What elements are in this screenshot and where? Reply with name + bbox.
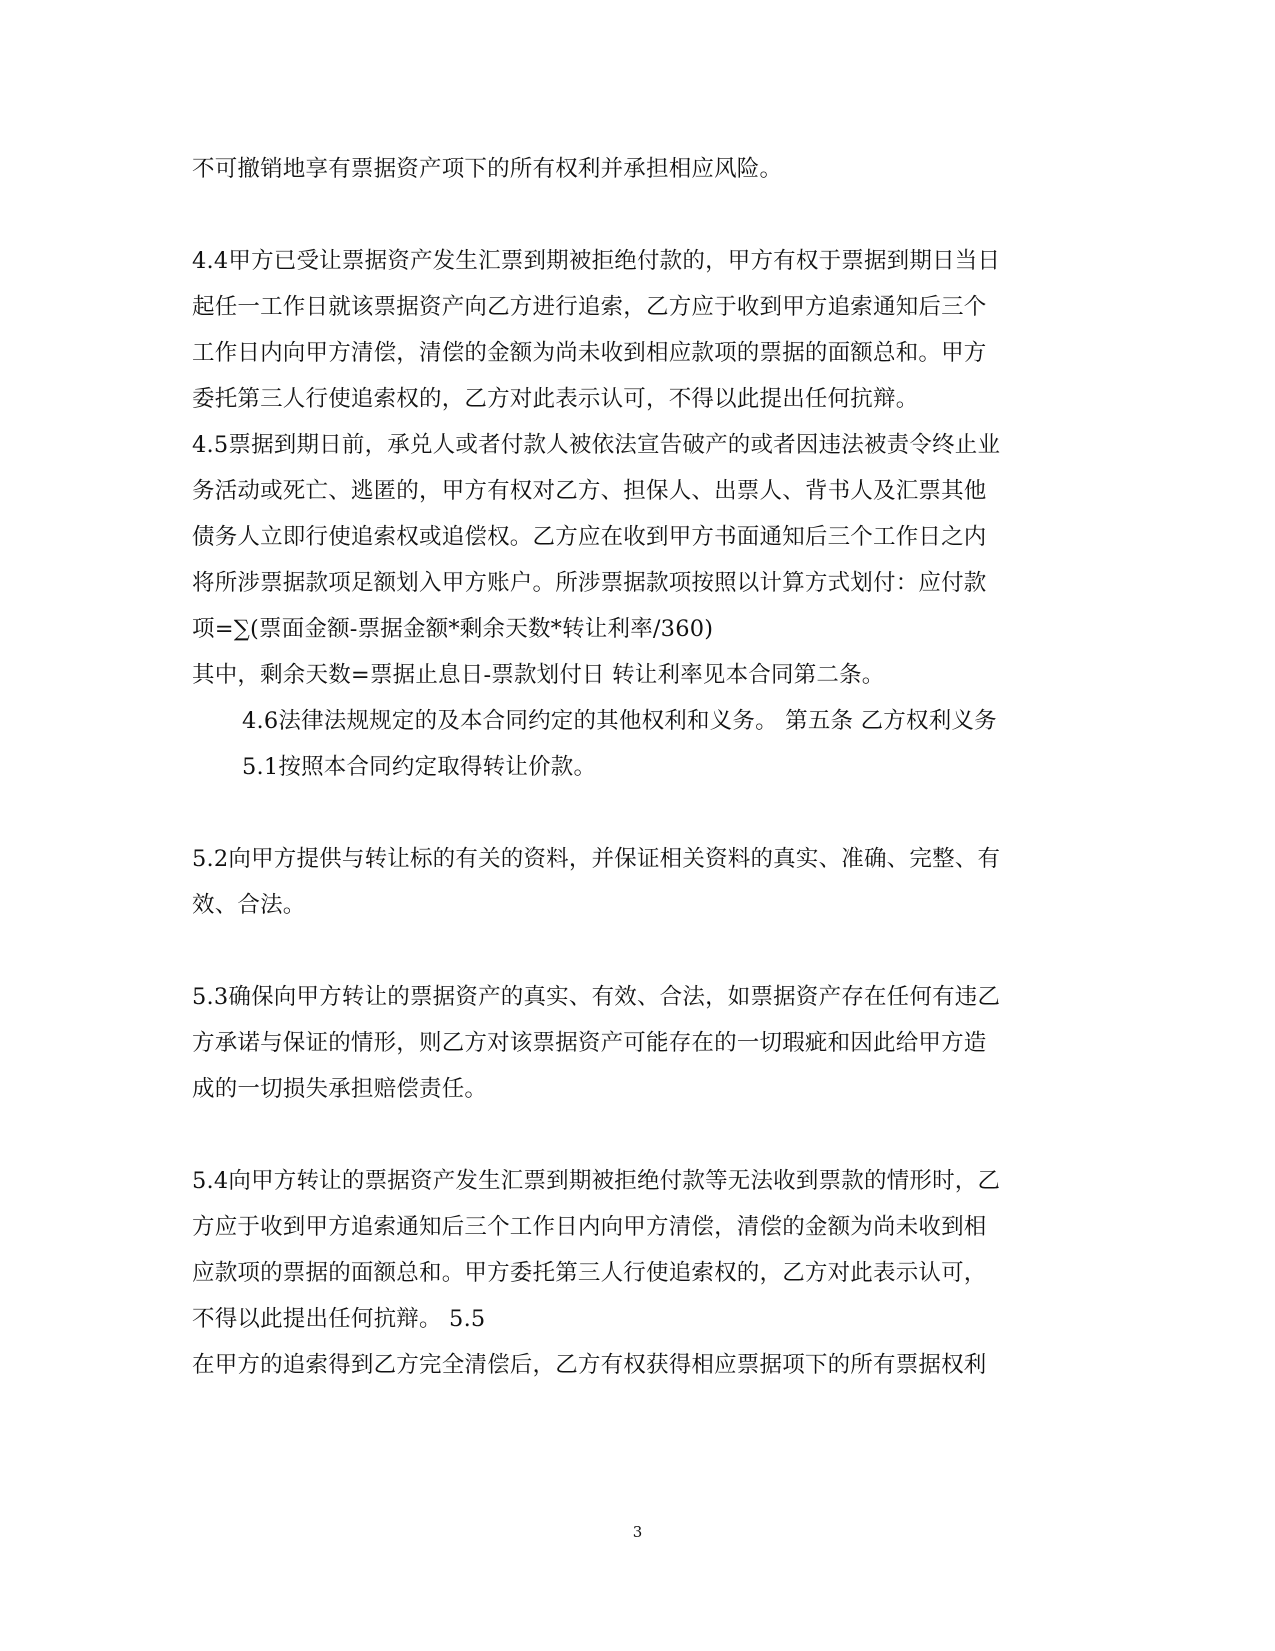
text-line: 工作日内向甲方清偿，清偿的金额为尚未收到相应款项的票据的面额总和。甲方 (192, 340, 987, 366)
text-line: 项=∑(票面金额-票据金额*剩余天数*转让利率/360) (192, 616, 714, 642)
text-line: 4.4甲方已受让票据资产发生汇票到期被拒绝付款的，甲方有权于票据到期日当日 (192, 248, 1001, 274)
text-line: 5.4向甲方转让的票据资产发生汇票到期被拒绝付款等无法收到票款的情形时，乙 (192, 1168, 1001, 1194)
text-line: 应款项的票据的面额总和。甲方委托第三人行使追索权的，乙方对此表示认可， (192, 1260, 987, 1286)
text-line: 不可撤销地享有票据资产项下的所有权利并承担相应风险。 (192, 156, 783, 182)
text-line: 其中，剩余天数=票据止息日-票款划付日 转让利率见本合同第二条。 (192, 662, 885, 688)
text-line: 务活动或死亡、逃匿的，甲方有权对乙方、担保人、出票人、背书人及汇票其他 (192, 478, 987, 504)
text-line: 方承诺与保证的情形，则乙方对该票据资产可能存在的一切瑕疵和因此给甲方造 (192, 1030, 987, 1056)
text-line: 5.3确保向甲方转让的票据资产的真实、有效、合法，如票据资产存在任何有违乙 (192, 984, 1001, 1010)
text-line: 4.5票据到期日前，承兑人或者付款人被依法宣告破产的或者因违法被责令终止业 (192, 432, 1001, 458)
text-line: 5.1按照本合同约定取得转让价款。 (242, 754, 597, 780)
text-line: 效、合法。 (192, 892, 306, 918)
text-line: 债务人立即行使追索权或追偿权。乙方应在收到甲方书面通知后三个工作日之内 (192, 524, 987, 550)
text-line: 4.6法律法规规定的及本合同约定的其他权利和义务。 第五条 乙方权利义务 (242, 708, 997, 734)
page-number: 3 (632, 1523, 643, 1541)
text-line: 在甲方的追索得到乙方完全清偿后，乙方有权获得相应票据项下的所有票据权利 (192, 1352, 987, 1378)
text-line: 方应于收到甲方追索通知后三个工作日内向甲方清偿，清偿的金额为尚未收到相 (192, 1214, 987, 1240)
text-line: 成的一切损失承担赔偿责任。 (192, 1076, 488, 1102)
text-line: 起任一工作日就该票据资产向乙方进行追索，乙方应于收到甲方追索通知后三个 (192, 294, 987, 320)
text-line: 委托第三人行使追索权的，乙方对此表示认可，不得以此提出任何抗辩。 (192, 386, 919, 412)
text-line: 将所涉票据款项足额划入甲方账户。所涉票据款项按照以计算方式划付：应付款 (192, 570, 987, 596)
text-line: 5.2向甲方提供与转让标的有关的资料，并保证相关资料的真实、准确、完整、有 (192, 846, 1001, 872)
text-line: 不得以此提出任何抗辩。 5.5 (192, 1306, 486, 1332)
